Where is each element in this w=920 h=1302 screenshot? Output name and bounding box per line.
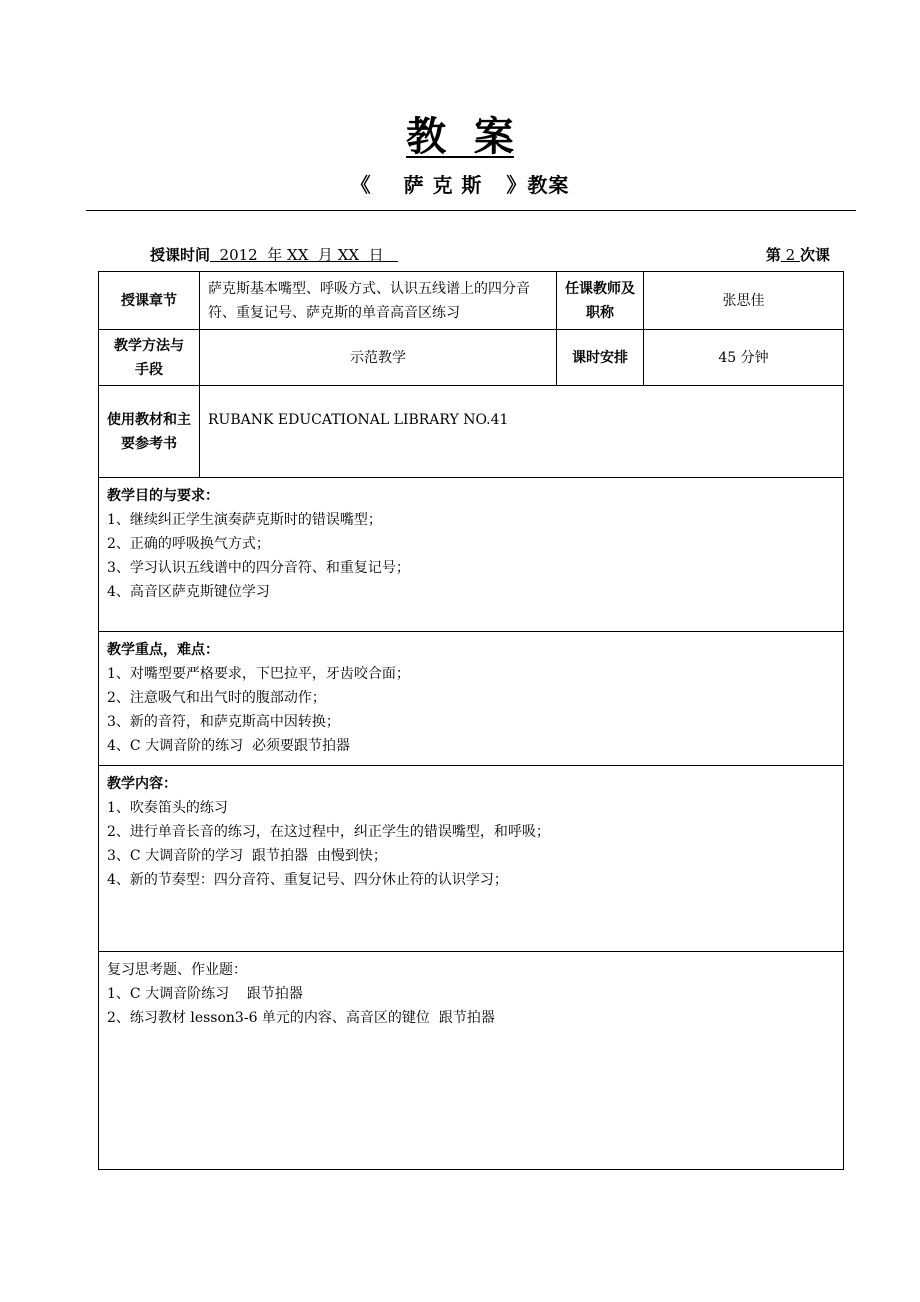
focus-item: 3、新的音符，和萨克斯高中因转换； (107, 714, 340, 730)
document-subtitle: 《 萨 克 斯 》教案 (350, 173, 570, 197)
goals-heading: 教学目的与要求： (107, 488, 219, 504)
lesson-time-label: 授课时间 (150, 246, 211, 264)
chapter-label: 授课章节 (99, 272, 200, 330)
material-row (99, 386, 844, 478)
content-section (99, 766, 844, 952)
focus-section (99, 632, 844, 766)
header-divider (86, 210, 856, 211)
method-row (99, 330, 844, 386)
focus-item: 4、C 大调音阶的练习 必须要跟节拍器 (107, 738, 350, 754)
content-item: 1、吹奏笛头的练习 (107, 800, 228, 816)
lesson-number-suffix: 次课 (799, 246, 830, 264)
hours-value: 45 分钟 (644, 330, 844, 386)
lesson-time-value: 2012 年 XX 月 XX 日 (210, 246, 398, 264)
chapter-row (99, 272, 844, 330)
teacher-label: 任课教师及职称 (557, 272, 644, 330)
lesson-time-row (150, 244, 398, 266)
teacher-value: 张思佳 (644, 272, 844, 330)
lesson-number-prefix: 第 (765, 246, 781, 264)
focus-item: 1、对嘴型要严格要求，下巴拉平，牙齿咬合面； (107, 666, 410, 682)
material-label: 使用教材和主要参考书 (99, 386, 200, 478)
content-item: 3、C 大调音阶的学习 跟节拍器 由慢到快； (107, 848, 387, 864)
goals-item: 1、继续纠正学生演奏萨克斯时的错误嘴型； (107, 512, 382, 528)
lesson-number-value: 2 (780, 246, 800, 264)
method-value: 示范教学 (200, 330, 557, 386)
homework-item: 2、练习教材 lesson3-6 单元的内容、高音区的键位 跟节拍器 (107, 1010, 495, 1026)
hours-label: 课时安排 (557, 330, 644, 386)
lesson-number-row (766, 244, 830, 266)
content-item: 2、进行单音长音的练习，在这过程中，纠正学生的错误嘴型，和呼吸； (107, 824, 550, 840)
chapter-value: 萨克斯基本嘴型、呼吸方式、认识五线谱上的四分音符、重复记号、萨克斯的单音高音区练习 (200, 272, 557, 330)
goals-section (99, 478, 844, 632)
focus-heading: 教学重点，难点： (107, 642, 219, 658)
goals-item: 2、正确的呼吸换气方式； (107, 536, 270, 552)
content-heading: 教学内容： (107, 776, 177, 792)
focus-item: 2、注意吸气和出气时的腹部动作； (107, 690, 326, 706)
material-value: RUBANK EDUCATIONAL LIBRARY NO.41 (200, 386, 844, 478)
content-item: 4、新的节奏型：四分音符、重复记号、四分休止符的认识学习； (107, 872, 508, 888)
method-label: 教学方法与手段 (99, 330, 200, 386)
goals-item: 4、高音区萨克斯键位学习 (107, 584, 270, 600)
homework-heading: 复习思考题、作业题： (107, 962, 247, 978)
homework-item: 1、C 大调音阶练习 跟节拍器 (107, 986, 303, 1002)
document-title: 教 案 (406, 113, 514, 160)
homework-section (99, 952, 844, 1170)
goals-item: 3、学习认识五线谱中的四分音符、和重复记号； (107, 560, 410, 576)
lesson-plan-table (98, 271, 844, 1170)
